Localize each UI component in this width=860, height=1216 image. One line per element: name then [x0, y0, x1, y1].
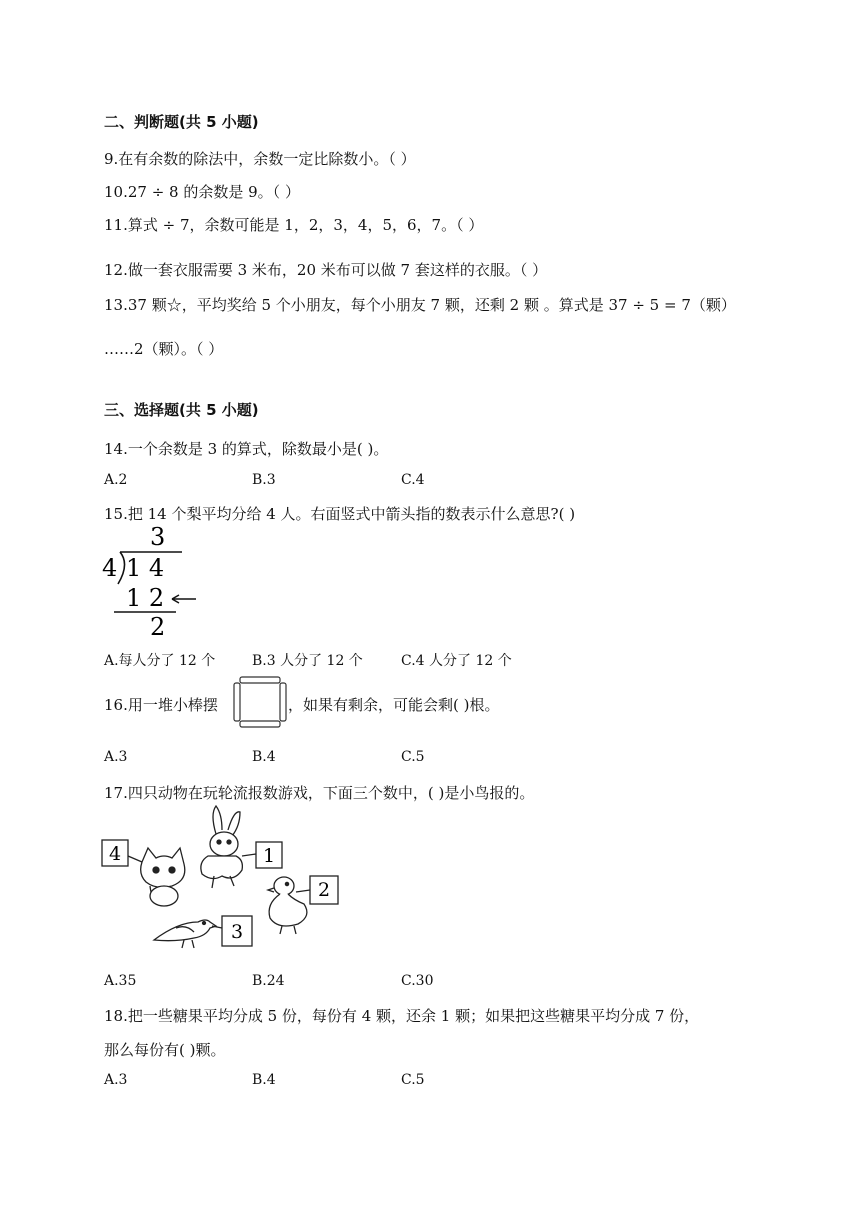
- duck-icon: [268, 877, 307, 934]
- product-digits: 1 2: [126, 584, 165, 612]
- question-11: 11.算式 ÷ 7，余数可能是 1，2，3，4，5，6，7。（ ）: [104, 216, 484, 234]
- q16-option-a: A.3: [104, 749, 128, 765]
- q14-option-a: A.2: [104, 472, 128, 488]
- q16-option-b: B.4: [252, 749, 276, 765]
- q17-option-a: A.35: [104, 973, 137, 989]
- q18-option-c: C.5: [401, 1072, 425, 1088]
- division-bracket: [118, 552, 125, 584]
- dividend-digits: 1 4: [126, 554, 165, 582]
- q14-option-c: C.4: [401, 472, 425, 488]
- bird-number: 3: [231, 921, 244, 943]
- sticks-square-icon: [232, 675, 288, 729]
- quotient-digit: 3: [150, 523, 166, 551]
- question-18-line2: 那么每份有( )颗。: [104, 1041, 226, 1059]
- q14-option-b: B.3: [252, 472, 276, 488]
- question-17: 17.四只动物在玩轮流报数游戏，下面三个数中，( )是小鸟报的。: [104, 784, 535, 802]
- question-10: 10.27 ÷ 8 的余数是 9。（ ）: [104, 183, 300, 201]
- remainder-digit: 2: [150, 613, 166, 638]
- rabbit-number: 1: [263, 845, 276, 867]
- cat-icon: [141, 848, 185, 906]
- q15-option-b: B.3 人分了 12 个: [252, 653, 363, 669]
- long-division-figure: [100, 522, 210, 638]
- question-13-line1: 13.37 颗☆，平均奖给 5 个小朋友，每个小朋友 7 颗，还剩 2 颗 。算式是 37 ÷ 5 = 7（颗）: [104, 296, 736, 314]
- question-18-line1: 18.把一些糖果平均分成 5 份，每份有 4 颗，还余 1 颗；如果把这些糖果平均分成 7 份，: [104, 1007, 700, 1025]
- question-13-line2: ……2（颗）。（ ）: [104, 340, 224, 358]
- q16-option-c: C.5: [401, 749, 425, 765]
- section-title-judgement: 二、判断题(共 5 小题): [104, 113, 259, 131]
- question-9: 9.在有余数的除法中，余数一定比除数小。（ ）: [104, 150, 416, 168]
- question-15: 15.把 14 个梨平均分给 4 人。右面竖式中箭头指的数表示什么意思?( ): [104, 505, 576, 523]
- cat-number: 4: [109, 843, 122, 865]
- duck-number: 2: [318, 879, 331, 901]
- section-title-choice: 三、选择题(共 5 小题): [104, 401, 259, 419]
- q15-option-c: C.4 人分了 12 个: [401, 653, 512, 669]
- animals-counting-figure: [98, 804, 358, 954]
- q17-option-b: B.24: [252, 973, 285, 989]
- question-12: 12.做一套衣服需要 3 米布，20 米布可以做 7 套这样的衣服。（ ）: [104, 261, 548, 279]
- q15-option-a: A.每人分了 12 个: [104, 653, 216, 669]
- divisor-digit: 4: [102, 554, 118, 582]
- q17-option-c: C.30: [401, 973, 434, 989]
- rabbit-icon: [201, 806, 243, 888]
- q18-option-a: A.3: [104, 1072, 128, 1088]
- arrow-left-icon: [172, 595, 196, 603]
- question-16-suffix: ，如果有剩余，可能会剩( )根。: [288, 696, 500, 714]
- question-14: 14.一个余数是 3 的算式，除数最小是( )。: [104, 440, 389, 458]
- bird-icon: [154, 920, 216, 948]
- q18-option-b: B.4: [252, 1072, 276, 1088]
- question-16-prefix: 16.用一堆小棒摆: [104, 696, 218, 714]
